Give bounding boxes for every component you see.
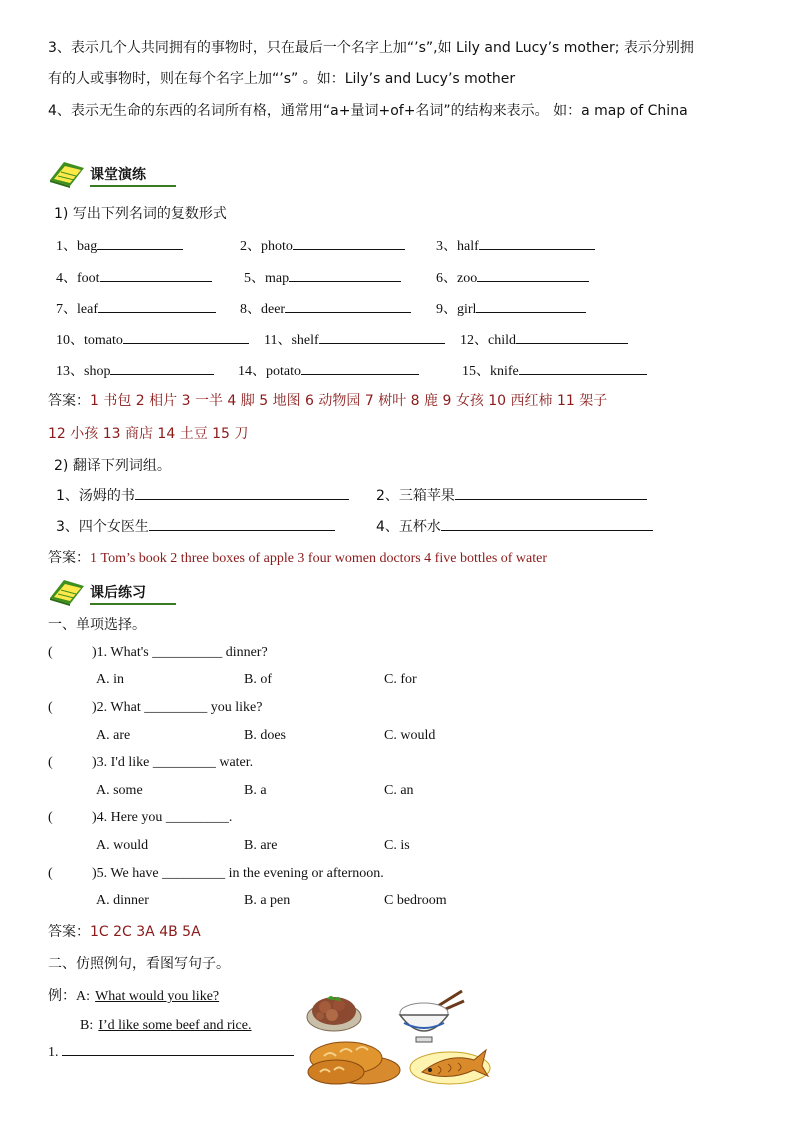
plural-item: 12、child [460,329,628,349]
mc-heading: 一、单项选择。 [48,617,146,633]
mc-option: A. in [96,672,124,687]
plural-item: 3、half [436,235,595,255]
example-question: What would you like? [95,989,220,1004]
mc-option: C bedroom [384,893,447,908]
q2-answer [48,547,547,567]
mc-stem: )1. What's __________ dinner? [92,645,268,660]
answer-text: 1 书包 2 相片 3 一半 4 脚 5 地图 6 动物园 7 树叶 8 鹿 9 女孩 10 西红柿 11 架子 [90,393,608,409]
section-underline [90,185,176,187]
plural-item: 2、photo [240,235,405,255]
mc-option: B. of [244,672,272,687]
q1-answer-line-2: 12 小孩 13 商店 14 土豆 15 刀 [48,426,249,442]
translate-item: 2、三箱苹果 [376,485,647,505]
answer-label: 答案： [48,550,90,566]
mc-paren: ( [48,700,53,715]
book-icon [48,158,88,188]
example-a [48,985,219,1005]
plural-item: 1、bag [56,235,183,255]
translate-item: 1、汤姆的书 [56,485,349,505]
section-title: 课堂演练 [90,167,146,183]
plural-item: 4、foot [56,267,212,287]
mc-stem: )2. What _________ you like? [92,700,263,715]
imitate-heading: 二、仿照例句，看图写句子。 [48,956,230,972]
example-b [80,1014,251,1034]
mc-stem: )3. I'd like _________ water. [92,755,254,770]
plural-item: 8、deer [240,298,411,318]
question-1 [48,1043,294,1061]
translate-item: 3、四个女医生 [56,516,335,536]
example-answer: I’d like some beef and rice. [98,1018,252,1033]
answer-text: 1 Tom’s book 2 three boxes of apple 3 four women doctors 4 five bottles of water [90,551,548,566]
q1-heading: 1) 写出下列名词的复数形式 [54,206,227,222]
rule-3-line-1: 3、表示几个人共同拥有的事物时，只在最后一个名字上加“’s”,如 Lily and Lucy’s mother; 表示分别拥 [48,40,694,56]
answer-text: 1C 2C 3A 4B 5A [90,924,201,940]
mc-answer [48,921,201,941]
mc-paren: ( [48,810,53,825]
plural-item: 10、tomato [56,329,249,349]
answer-blank[interactable] [62,1043,294,1056]
plural-item: 13、shop [56,360,214,380]
mc-paren: ( [48,866,53,881]
fish-icon [408,1036,492,1088]
mc-option: C. is [384,838,410,853]
book-icon [48,576,88,606]
answer-label: 答案： [48,924,90,940]
plural-item: 14、potato [238,360,419,380]
mc-option: A. some [96,783,143,798]
mc-option: B. are [244,838,278,853]
mc-option: B. does [244,728,286,743]
mc-paren: ( [48,645,53,660]
mc-option: A. dinner [96,893,149,908]
example-label: 例： [48,988,76,1004]
plural-item: 9、girl [436,298,586,318]
question-number: 1. [48,1045,59,1060]
q1-answer-line-1 [48,390,607,410]
bread-icon [306,1034,402,1086]
mc-option: A. would [96,838,149,853]
speaker-b: B: [80,1018,94,1033]
mc-stem: )4. Here you _________. [92,810,233,825]
plural-item: 11、shelf [264,329,445,349]
mc-paren: ( [48,755,53,770]
section-title: 课后练习 [90,585,146,601]
mc-option: B. a [244,783,267,798]
section-badge-after-class [48,576,176,606]
plural-item: 5、map [244,267,401,287]
answer-label: 答案： [48,393,90,409]
mc-option: A. are [96,728,131,743]
plural-item: 15、knife [462,360,647,380]
plural-item: 7、leaf [56,298,216,318]
mc-option: C. would [384,728,436,743]
beef-dish-icon [305,987,363,1033]
mc-option: B. a pen [244,893,291,908]
plural-item: 6、zoo [436,267,589,287]
translate-item: 4、五杯水 [376,516,653,536]
section-underline [90,603,176,605]
mc-option: C. for [384,672,417,687]
section-badge-class-practice [48,158,176,188]
mc-stem: )5. We have _________ in the evening or afternoon. [92,866,384,881]
speaker-a: A: [76,989,90,1004]
rule-3-line-2: 有的人或事物时，则在每个名字上加“’s” 。如：Lily’s and Lucy’s mother [48,71,516,87]
mc-option: C. an [384,783,414,798]
rule-4: 4、表示无生命的东西的名词所有格，通常用“a+量词+of+名词”的结构来表示。 如：a map of China [48,103,688,119]
q2-heading: 2) 翻译下列词组。 [54,458,171,474]
